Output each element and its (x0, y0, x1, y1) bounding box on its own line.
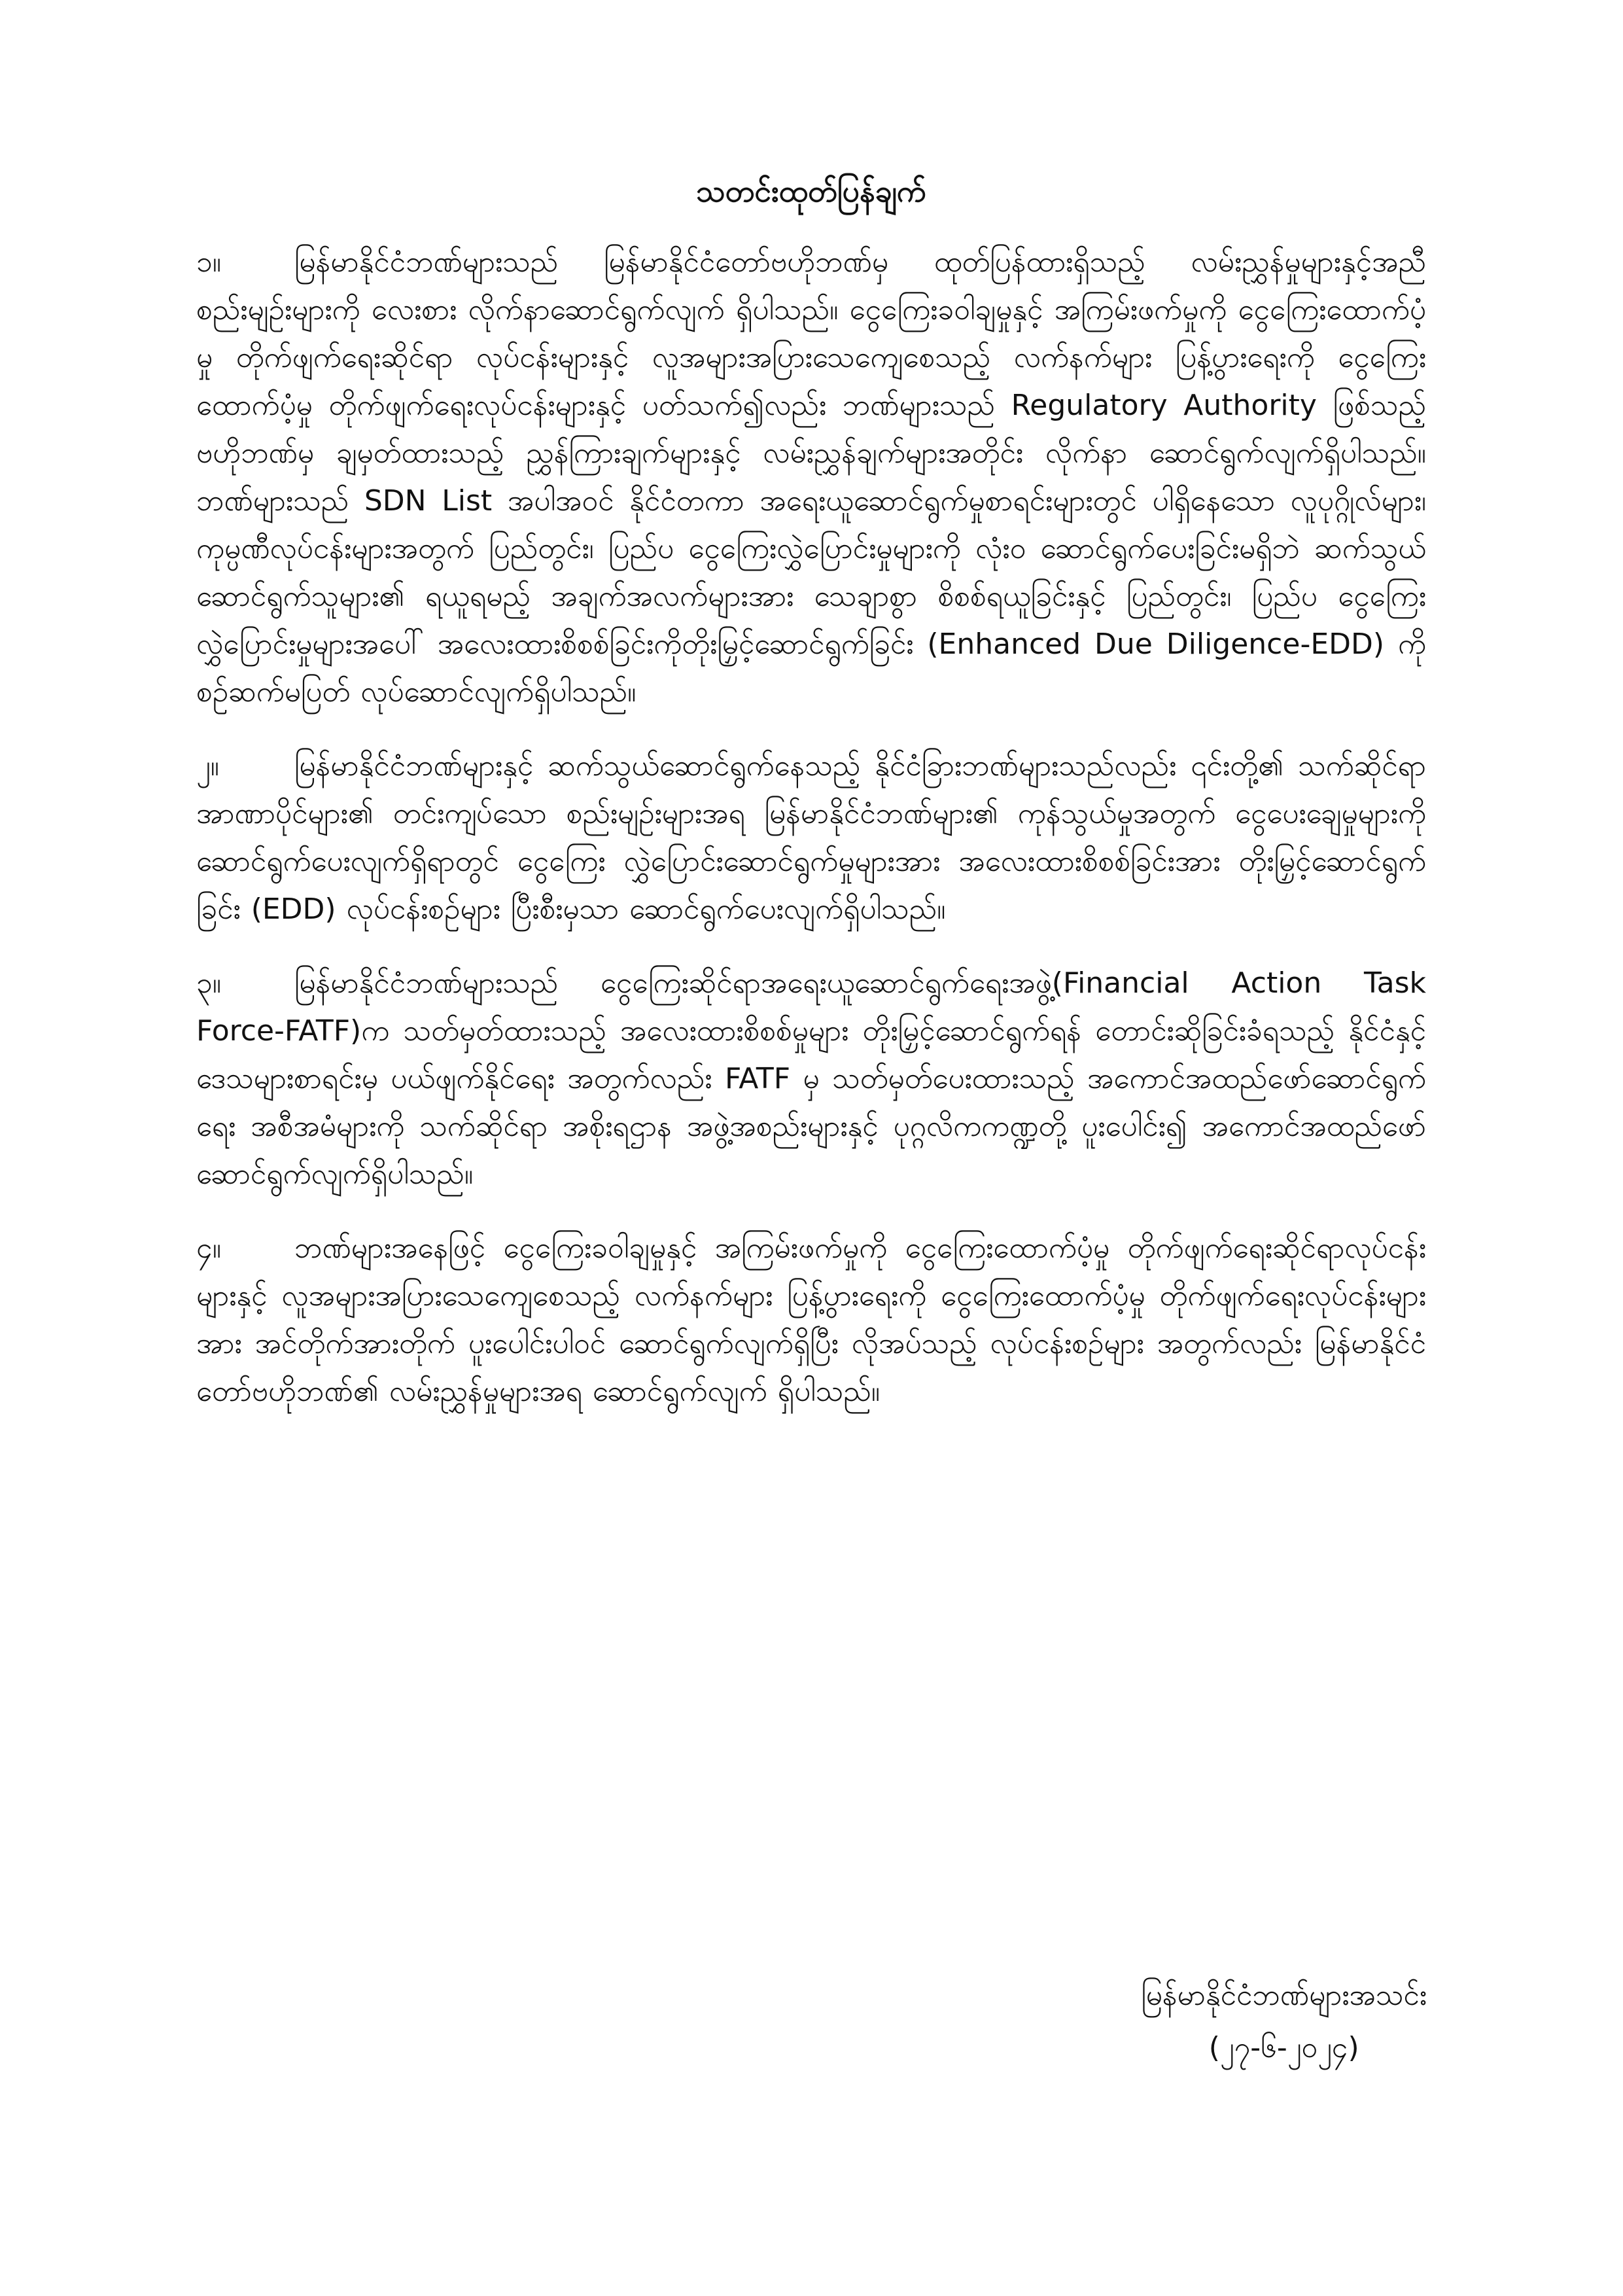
paragraph-2 (196, 742, 1426, 933)
signature-date: (၂၇-၆-၂၀၂၄) (1208, 2031, 1359, 2064)
paragraph-text: မြန်မာနိုင်ငံဘဏ်များသည် မြန်မာနိုင်ငံတော်ဗဟိုဘဏ်မှ ထုတ်ပြန်ထားရှိသည့် လမ်းညွှန်မှုများနှင့်အညီ စည်းမျဉ်းများကို လေးစား လိုက်နာဆောင်ရွက်လျက် ရှိပါသည်။ ငွေကြေးခဝါချမှုနှင့် အကြမ်းဖက်မှုကို ငွေကြေးထောက်ပံ့မှု တိုက်ဖျက်ရေးဆိုင်ရာ လုပ်ငန်းများနှင့် လူအများအပြားသေကျေစေသည့် လက်နက်များ ပြန့်ပွားရေးကို ငွေကြေးထောက်ပံ့မှု တိုက်ဖျက်ရေးလုပ်ငန်းများနှင့် ပတ်သက်၍လည်း ဘဏ်များသည် Regulatory Authority ဖြစ်သည့် ဗဟိုဘဏ်မှ ချမှတ်ထားသည့် ညွှန်ကြားချက်များနှင့် လမ်းညွှန်ချက်များအတိုင်း လိုက်နာ ဆောင်ရွက်လျက်ရှိပါသည်။ ဘဏ်များသည် SDN List အပါအဝင် နိုင်ငံတကာ အရေးယူဆောင်ရွက်မှုစာရင်းများတွင် ပါရှိနေသော လူပုဂ္ဂိုလ်များ၊ ကုမ္ပဏီလုပ်ငန်းများအတွက် ပြည်တွင်း၊ ပြည်ပ ငွေကြေးလွှဲပြောင်းမှုများကို လုံးဝ ဆောင်ရွက်ပေးခြင်းမရှိဘဲ ဆက်သွယ်ဆောင်ရွက်သူများ၏ ရယူရမည့် အချက်အလက်များအား သေချာစွာ စိစစ်ရယူခြင်းနှင့် ပြည်တွင်း၊ ပြည်ပ ငွေကြေးလွှဲပြောင်းမှုများအပေါ် အလေးထားစိစစ်ခြင်းကိုတိုးမြှင့်ဆောင်ရွက်ခြင်း (Enhanced Due Diligence-EDD) ကို စဉ်ဆက်မပြတ် လုပ်ဆောင်လျက်ရှိပါသည်။ (196, 245, 1427, 709)
paragraph-text: မြန်မာနိုင်ငံဘဏ်များနှင့် ဆက်သွယ်ဆောင်ရွက်နေသည့် နိုင်ငံခြားဘဏ်များသည်လည်း ၎င်းတို့၏ သက်ဆိုင်ရာအာဏာပိုင်များ၏ တင်းကျပ်သော စည်းမျဉ်းများအရ မြန်မာနိုင်ငံဘဏ်များ၏ ကုန်သွယ်မှုအတွက် ငွေပေးချေမှုများကို ဆောင်ရွက်ပေးလျက်ရှိရာတွင် ငွေကြေး လွှဲပြောင်းဆောင်ရွက်မှုများအား အလေးထားစိစစ်ခြင်းအား တိုးမြှင့်ဆောင်ရွက်ခြင်း (EDD) လုပ်ငန်းစဉ်များ ပြီးစီးမှသာ ဆောင်ရွက်ပေးလျက်ရှိပါသည်။ (196, 749, 1426, 927)
paragraph-text: ဘဏ်များအနေဖြင့် ငွေကြေးခဝါချမှုနှင့် အကြမ်းဖက်မှုကို ငွေကြေးထောက်ပံ့မှု တိုက်ဖျက်ရေးဆိုင်ရာလုပ်ငန်းများနှင့် လူအများအပြားသေကျေစေသည့် လက်နက်များ ပြန့်ပွားရေးကို ငွေကြေးထောက်ပံ့မှု တိုက်ဖျက်ရေးလုပ်ငန်းများအား အင်တိုက်အားတိုက် ပူးပေါင်းပါဝင် ဆောင်ရွက်လျက်ရှိပြီး လိုအပ်သည့် လုပ်ငန်းစဉ်များ အတွက်လည်း မြန်မာနိုင်ငံတော်ဗဟိုဘဏ်၏ လမ်းညွှန်မှုများအရ ဆောင်ရွက်လျက် ရှိပါသည်။ (196, 1231, 1426, 1409)
paragraph-number: ၁။ (196, 245, 222, 279)
signature-block (1141, 1969, 1427, 2074)
document-page (196, 170, 1426, 1441)
paragraph-number: ၃။ (196, 966, 222, 1000)
document-title: သတင်းထုတ်ပြန်ချက် (696, 173, 926, 209)
signature-organization: မြန်မာနိုင်ငံဘဏ်များအသင်း (1141, 1979, 1427, 2012)
paragraph-number: ၄။ (196, 1231, 222, 1265)
paragraph-number: ၂။ (196, 749, 219, 783)
paragraph-3 (196, 959, 1426, 1198)
paragraph-4 (196, 1224, 1426, 1415)
paragraph-text: မြန်မာနိုင်ငံဘဏ်များသည် ငွေကြေးဆိုင်ရာအရေးယူဆောင်ရွက်ရေးအဖွဲ့(Financial Action Task Force-FATF)က သတ်မှတ်ထားသည့် အလေးထားစိစစ်မှုများ တိုးမြှင့်ဆောင်ရွက်ရန် တောင်းဆိုခြင်းခံရသည့် နိုင်ငံနှင့် ဒေသများစာရင်းမှ ပယ်ဖျက်နိုင်ရေး အတွက်လည်း FATF မှ သတ်မှတ်ပေးထားသည့် အကောင်အထည်ဖော်ဆောင်ရွက်ရေး အစီအမံများကို သက်ဆိုင်ရာ အစိုးရဌာန အဖွဲ့အစည်းများနှင့် ပုဂ္ဂလိကကဏ္ဍတို့ ပူးပေါင်း၍ အကောင်အထည်ဖော် ဆောင်ရွက်လျက်ရှိပါသည်။ (196, 966, 1426, 1192)
paragraph-1 (196, 238, 1426, 716)
